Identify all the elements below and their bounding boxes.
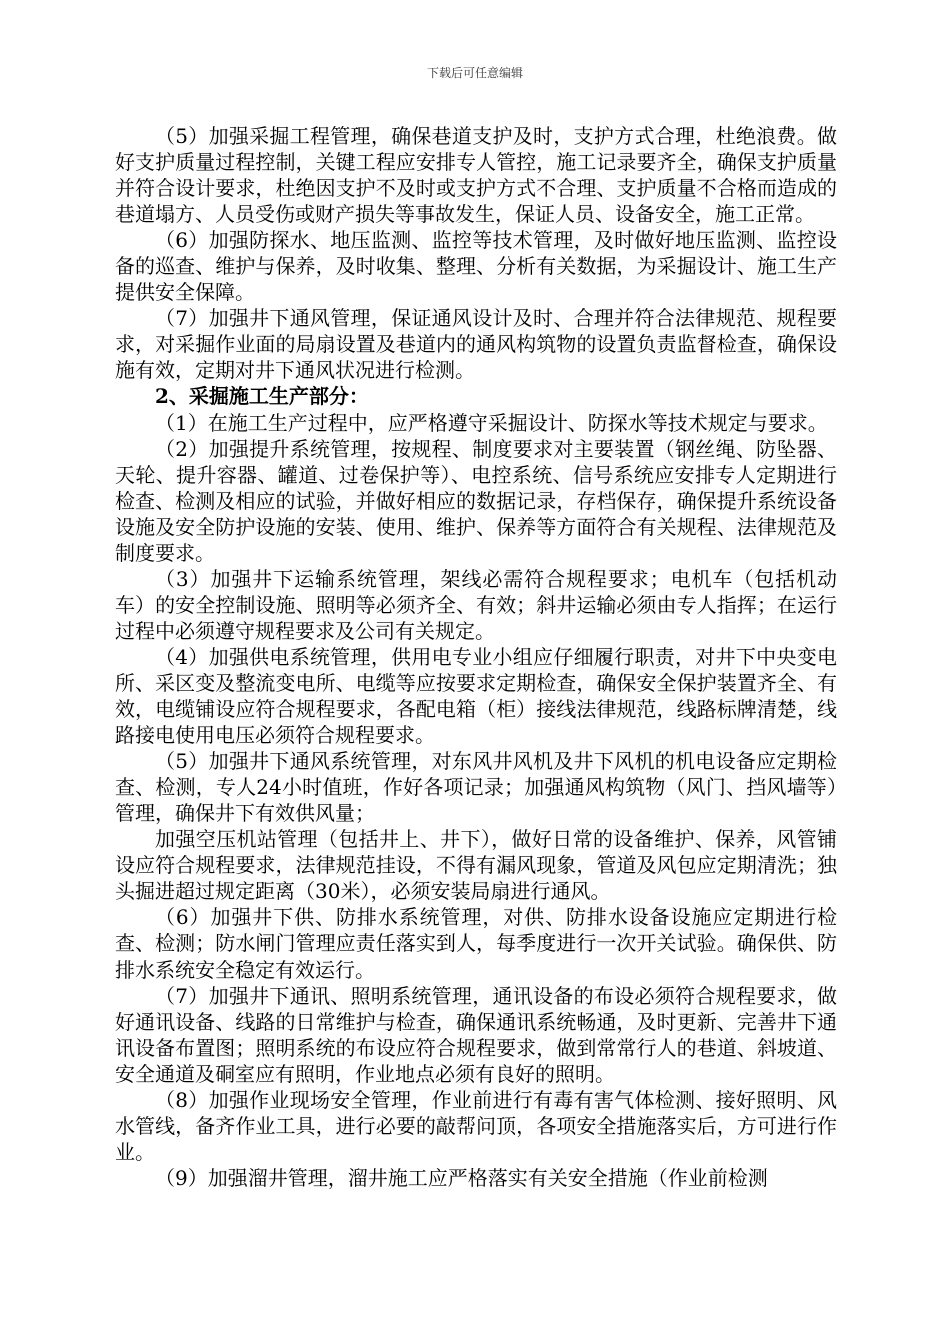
paragraph-construction-standards: （1）在施工生产过程中，应严格遵守采掘设计、防探水等技术规定与要求。 [155, 410, 828, 435]
paragraph-transport-system: （3）加强井下运输系统管理，架线必需符合规程要求；电机车（包括机动车）的安全控制设施、照明等必须齐全、有效；斜井运输必须由专人指挥；在运行过程中必须遵守规程要求及公司有关规定。 [115, 566, 837, 643]
paragraph-ore-pass-management: （9）加强溜井管理，溜井施工应严格落实有关安全措施（作业前检测 [155, 1165, 768, 1190]
paragraph-ventilation-system: （5）加强井下通风系统管理，对东风井风机及井下风机的机电设备应定期检查、检测，专人24小时值班，作好各项记录；加强通风构筑物（风门、挡风墙等）管理，确保井下有效供风量； [115, 749, 837, 826]
document-body [115, 123, 837, 1191]
paragraph-worksite-safety: （8）加强作业现场安全管理，作业前进行有毒有害气体检测、接好照明、风水管线，备齐作业工具，进行必要的敲帮问顶，各项安全措施落实后，方可进行作业。 [115, 1087, 837, 1164]
paragraph-air-compressor-station: 加强空压机站管理（包括井上、井下），做好日常的设备维护、保养，风管铺设应符合规程要求，法律规范挂设，不得有漏风现象，管道及风包应定期清洗；独头掘进超过规定距离（30米），必须安装局扇进行通风。 [115, 827, 837, 904]
page-header: 下载后可任意编辑 [426, 66, 523, 80]
paragraph-water-pressure-monitoring: （6）加强防探水、地压监测、监控等技术管理，及时做好地压监测、监控设备的巡查、维护与保养，及时收集、整理、分析有关数据，为采掘设计、施工生产提供安全保障。 [115, 228, 837, 305]
paragraph-communication-lighting: （7）加强井下通讯、照明系统管理，通讯设备的布设必须符合规程要求，做好通讯设备、线路的日常维护与检查，确保通讯系统畅通，及时更新、完善井下通讯设备布置图；照明系统的布设应符合规程要求，做到常常行人的巷道、斜坡道、安全通道及硐室应有照明，作业地点必须有良好的照明。 [115, 983, 837, 1086]
paragraph-hoisting-system: （2）加强提升系统管理，按规程、制度要求对主要装置（钢丝绳、防坠器、天轮、提升容器、罐道、过卷保护等）、电控系统、信号系统应安排专人定期进行检查、检测及相应的试验，并做好相应的数据记录，存档保存，确保提升系统设备设施及安全防护设施的安装、使用、维护、保养等方面符合有关规程、法律规范及制度要求。 [115, 436, 837, 565]
section-heading-construction-production: 2、采掘施工生产部分： [155, 384, 369, 409]
paragraph-drainage-system: （6）加强井下供、防排水系统管理，对供、防排水设备设施应定期进行检查、检测；防水闸门管理应责任落实到人，每季度进行一次开关试验。确保供、防排水系统安全稳定有效运行。 [115, 905, 837, 982]
paragraph-mining-engineering-management: （5）加强采掘工程管理，确保巷道支护及时，支护方式合理，杜绝浪费。做好支护质量过程控制，关键工程应安排专人管控，施工记录要齐全，确保支护质量并符合设计要求，杜绝因支护不及时或支护方式不合理、支护质量不合格而造成的巷道塌方、人员受伤或财产损失等事故发生，保证人员、设备安全，施工正常。 [115, 124, 837, 227]
paragraph-ventilation-management: （7）加强井下通风管理，保证通风设计及时、合理并符合法律规范、规程要求，对采掘作业面的局扇设置及巷道内的通风构筑物的设置负责监督检查，确保设施有效，定期对井下通风状况进行检测。 [115, 306, 837, 383]
paragraph-power-supply-system: （4）加强供电系统管理，供用电专业小组应仔细履行职责，对井下中央变电所、采区变及整流变电所、电缆等应按要求定期检查，确保安全保护装置齐全、有效，电缆铺设应符合规程要求，各配电箱（柜）接线法律规范，线路标牌清楚，线路接电使用电压必须符合规程要求。 [115, 644, 837, 748]
